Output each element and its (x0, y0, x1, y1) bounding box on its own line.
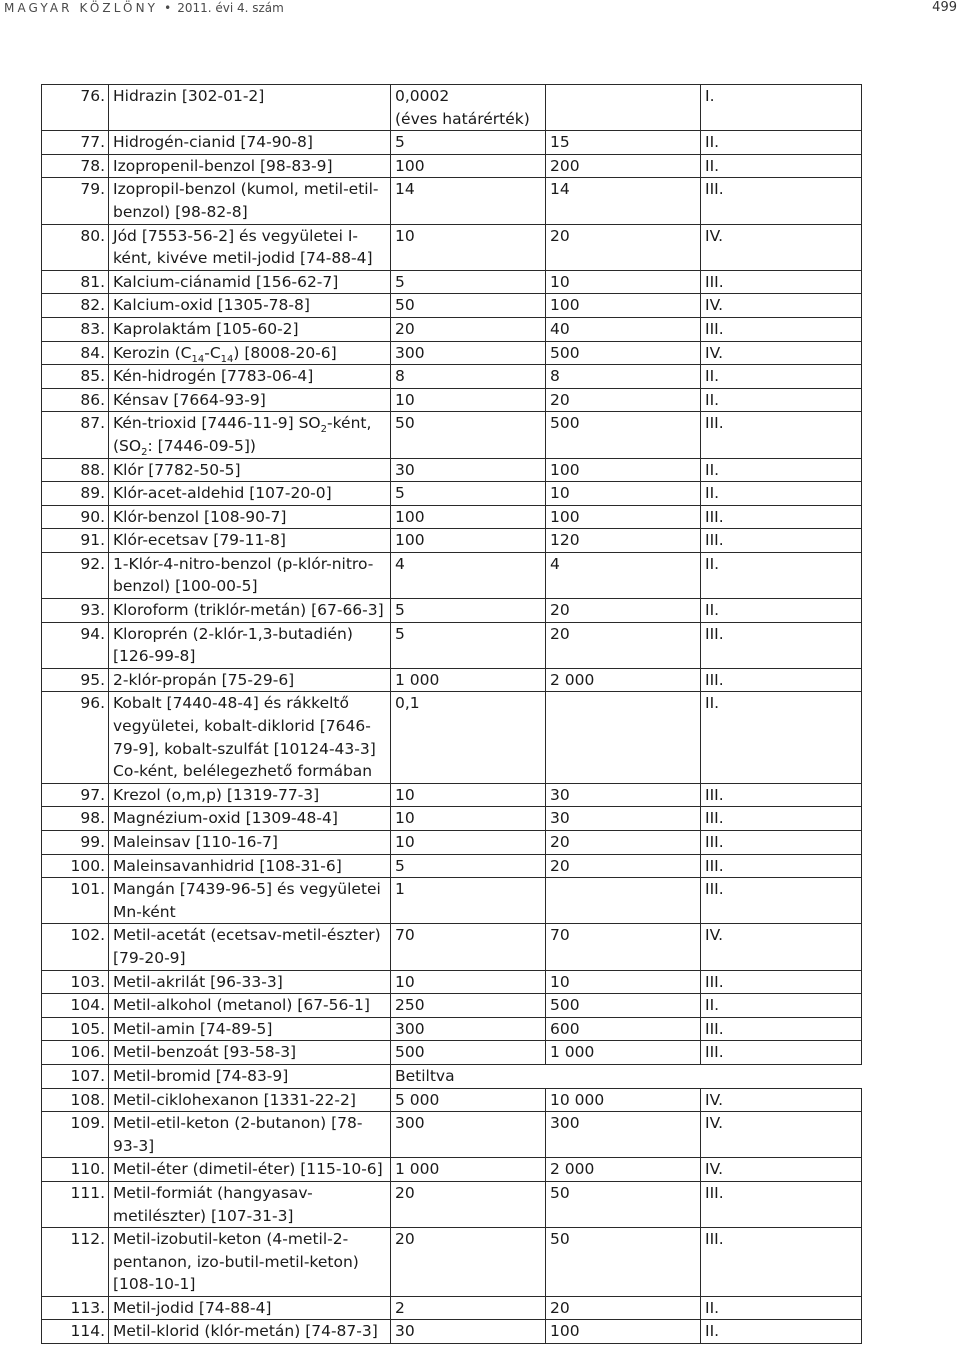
table-row (42, 878, 862, 924)
limit-value-2: 20 (546, 388, 701, 412)
limit-value: 50 (395, 296, 415, 315)
limit-value: 10 (395, 972, 415, 991)
row-number: 81. (42, 270, 109, 294)
limit-value-1 (391, 599, 546, 623)
limit-value: 300 (395, 343, 425, 362)
substance-name: Izopropil-benzol (kumol, metil-etil-benzol) [98-82-8] (109, 178, 391, 224)
table-row (42, 388, 862, 412)
limit-value: 20 (395, 319, 415, 338)
formula-subscript: 14 (191, 353, 205, 365)
table-row (42, 529, 862, 553)
table-row (42, 668, 862, 692)
row-number: 106. (42, 1041, 109, 1065)
category: II. (701, 365, 862, 389)
substance-name: Klór-acet-aldehid [107-20-0] (109, 482, 391, 506)
limit-value-1 (391, 1181, 546, 1227)
table-row (42, 412, 862, 458)
substance-name: Kloroprén (2-klór-1,3-butadién) [126-99-8] (109, 622, 391, 668)
row-number: 95. (42, 668, 109, 692)
substance-name (109, 412, 391, 458)
limit-value: 5 000 (395, 1090, 440, 1109)
table-body (42, 85, 862, 1344)
limit-value-2: 40 (546, 317, 701, 341)
limit-value-2: 50 (546, 1228, 701, 1297)
limit-value: 5 (395, 272, 405, 291)
substance-name: Metil-akrilát [96-33-3] (109, 970, 391, 994)
limit-value-2: 120 (546, 529, 701, 553)
table-row (42, 365, 862, 389)
substance-name: Magnézium-oxid [1309-48-4] (109, 807, 391, 831)
substance-name: Metil-ciklohexanon [1331-22-2] (109, 1088, 391, 1112)
category: III. (701, 1228, 862, 1297)
category: IV. (701, 1088, 862, 1112)
substance-name: Metil-amin [74-89-5] (109, 1017, 391, 1041)
limit-value: 50 (395, 414, 415, 433)
row-number: 96. (42, 692, 109, 783)
row-number: 111. (42, 1181, 109, 1227)
table-row (42, 552, 862, 598)
substance-name: Maleinsavanhidrid [108-31-6] (109, 854, 391, 878)
category: III. (701, 412, 862, 458)
limit-value-1 (391, 505, 546, 529)
row-number: 100. (42, 854, 109, 878)
row-number: 89. (42, 482, 109, 506)
limit-value: 1 000 (395, 1160, 440, 1179)
limit-value: 5 (395, 484, 405, 503)
row-number: 104. (42, 994, 109, 1018)
row-number: 112. (42, 1228, 109, 1297)
table-row (42, 622, 862, 668)
limit-value-1 (391, 365, 546, 389)
limit-value-1 (391, 317, 546, 341)
limit-value: 5 (395, 856, 405, 875)
category: I. (701, 85, 862, 131)
substance-name: Maleinsav [110-16-7] (109, 831, 391, 855)
category: III. (701, 317, 862, 341)
limit-value-1 (391, 178, 546, 224)
category: IV. (701, 294, 862, 318)
limit-value: 500 (395, 1043, 425, 1062)
limit-value-1 (391, 1041, 546, 1065)
limit-value: 8 (395, 367, 405, 386)
table-row (42, 1228, 862, 1297)
limit-value-2: 15 (546, 131, 701, 155)
row-number: 105. (42, 1017, 109, 1041)
limit-value-1 (391, 341, 546, 365)
table-row (42, 131, 862, 155)
row-number: 77. (42, 131, 109, 155)
substance-name: Metil-éter (dimetil-éter) [115-10-6] (109, 1158, 391, 1182)
row-number: 107. (42, 1064, 109, 1088)
substance-name: Metil-alkohol (metanol) [67-56-1] (109, 994, 391, 1018)
limit-value-1 (391, 1017, 546, 1041)
category: III. (701, 505, 862, 529)
row-number: 98. (42, 807, 109, 831)
limit-value-1 (391, 783, 546, 807)
table-row (42, 783, 862, 807)
limit-value-1 (391, 529, 546, 553)
limit-value: 300 (395, 1019, 425, 1038)
limit-value-2 (546, 692, 701, 783)
category: III. (701, 831, 862, 855)
substance-name: Metil-izobutil-keton (4-metil-2-pentanon, izo-butil-metil-keton) [108-10-1] (109, 1228, 391, 1297)
limit-value: 20 (395, 1230, 415, 1249)
table-row (42, 1017, 862, 1041)
limit-value-2: 20 (546, 1296, 701, 1320)
limit-value-2: 500 (546, 412, 701, 458)
limit-value: 14 (395, 180, 415, 199)
category: III. (701, 1041, 862, 1065)
row-number: 83. (42, 317, 109, 341)
category: III. (701, 529, 862, 553)
limit-value-1 (391, 1112, 546, 1158)
limit-value-2: 300 (546, 1112, 701, 1158)
limit-value: 1 000 (395, 670, 440, 689)
substance-name: 1-Klór-4-nitro-benzol (p-klór-nitro-benzol) [100-00-5] (109, 552, 391, 598)
category: III. (701, 1181, 862, 1227)
category: IV. (701, 1112, 862, 1158)
formula-subscript: 2 (141, 447, 148, 458)
limit-value: 30 (395, 1322, 415, 1341)
category: II. (701, 692, 862, 783)
substance-name: Kobalt [7440-48-4] és rákkeltő vegyületei, kobalt-diklorid [7646-79-9], kobalt-szulfát [10124-43-3] Co-ként, belélegezhető formában (109, 692, 391, 783)
category: IV. (701, 1158, 862, 1182)
table-row (42, 1181, 862, 1227)
limit-value-2: 8 (546, 365, 701, 389)
limit-value-1 (391, 854, 546, 878)
row-number: 82. (42, 294, 109, 318)
limit-value-2: 20 (546, 831, 701, 855)
row-number: 92. (42, 552, 109, 598)
limit-value: 10 (395, 833, 415, 851)
formula-subscript: 2 (320, 424, 328, 436)
substance-name: Hidrazin [302-01-2] (109, 85, 391, 131)
table-row (42, 924, 862, 970)
limit-value: 100 (395, 507, 425, 526)
limit-value-2 (546, 878, 701, 924)
limit-value: 300 (395, 1114, 425, 1133)
category: II. (701, 458, 862, 482)
limit-value-2 (546, 85, 701, 131)
journal-title: MAGYAR KÖZLÖNY (4, 1, 159, 15)
category: III. (701, 178, 862, 224)
limit-value-1 (391, 1296, 546, 1320)
row-number: 78. (42, 154, 109, 178)
limit-value-2: 100 (546, 1320, 701, 1344)
table-row (42, 1158, 862, 1182)
row-number: 114. (42, 1320, 109, 1344)
category: II. (701, 1296, 862, 1320)
limit-value-1 (391, 622, 546, 668)
table-row (42, 505, 862, 529)
limit-value: 5 (395, 133, 405, 152)
limit-value-2: 10 000 (546, 1088, 701, 1112)
row-number: 76. (42, 85, 109, 131)
category: II. (701, 154, 862, 178)
substance-name: Hidrogén-cianid [74-90-8] (109, 131, 391, 155)
running-head (4, 1, 284, 15)
limit-value-1 (391, 1228, 546, 1297)
category: III. (701, 970, 862, 994)
limit-value-1 (391, 552, 546, 598)
category: II. (701, 131, 862, 155)
table-row (42, 317, 862, 341)
limit-value-2: 100 (546, 458, 701, 482)
substance-name: Metil-benzoát [93-58-3] (109, 1041, 391, 1065)
category: II. (701, 388, 862, 412)
table-row (42, 1064, 862, 1088)
row-number: 113. (42, 1296, 109, 1320)
limit-value: 1 (395, 880, 405, 899)
limit-value-1 (391, 878, 546, 924)
limit-value-2: 50 (546, 1181, 701, 1227)
limit-value-2: 2 000 (546, 1158, 701, 1182)
table-row (42, 294, 862, 318)
substance-name: Metil-etil-keton (2-butanon) [78-93-3] (109, 1112, 391, 1158)
substance-name: Kalcium-oxid [1305-78-8] (109, 294, 391, 318)
category: III. (701, 622, 862, 668)
limit-value-1 (391, 692, 546, 783)
limit-value-1 (391, 412, 546, 458)
table-row (42, 270, 862, 294)
limit-value-2: 20 (546, 224, 701, 270)
limit-value-1 (391, 1158, 546, 1182)
substance-name-part: -ként, (SO (113, 414, 372, 455)
row-number: 86. (42, 388, 109, 412)
substance-name: Metil-acetát (ecetsav-metil-észter) [79-20-9] (109, 924, 391, 970)
substance-name: Metil-jodid [74-88-4] (109, 1296, 391, 1320)
row-number: 85. (42, 365, 109, 389)
limit-value-2: 100 (546, 505, 701, 529)
limit-value-2: 100 (546, 294, 701, 318)
table-row (42, 341, 862, 365)
limit-value: 5 (395, 624, 405, 643)
limit-value: 10 (395, 390, 415, 409)
table-row (42, 178, 862, 224)
substance-name: Jód [7553-56-2] és vegyületei I-ként, kivéve metil-jodid [74-88-4] (109, 224, 391, 270)
limit-value-2: 4 (546, 552, 701, 598)
substance-name: Klór-ecetsav [79-11-8] (109, 529, 391, 553)
table-row (42, 692, 862, 783)
limit-value-2: 200 (546, 154, 701, 178)
substance-name: Kaprolaktám [105-60-2] (109, 317, 391, 341)
substance-name: Kénsav [7664-93-9] (109, 388, 391, 412)
row-number: 93. (42, 599, 109, 623)
table-row (42, 807, 862, 831)
substance-name-part: Kén-trioxid [7446-11-9] SO (113, 414, 321, 433)
limit-value: 70 (395, 926, 415, 945)
substance-name: Metil-formiát (hangyasav-metilészter) [107-31-3] (109, 1181, 391, 1227)
table-row (42, 831, 862, 855)
substance-name (109, 341, 391, 365)
limit-value-2: 500 (546, 994, 701, 1018)
limit-value: 0,1 (395, 694, 420, 713)
table-row (42, 1112, 862, 1158)
row-number: 109. (42, 1112, 109, 1158)
limit-value: 250 (395, 996, 425, 1015)
category: II. (701, 994, 862, 1018)
limit-value-1 (391, 1320, 546, 1344)
limit-value-1 (391, 458, 546, 482)
row-number: 94. (42, 622, 109, 668)
category: II. (701, 482, 862, 506)
limit-value-1 (391, 924, 546, 970)
issue-label: 2011. évi 4. szám (177, 1, 284, 15)
limit-value-1 (391, 970, 546, 994)
substance-name: Metil-bromid [74-83-9] (109, 1064, 391, 1088)
category: III. (701, 807, 862, 831)
limit-value-2: 2 000 (546, 668, 701, 692)
limit-value-2: 1 000 (546, 1041, 701, 1065)
category: IV. (701, 224, 862, 270)
table-row (42, 970, 862, 994)
limit-value-1 (391, 85, 546, 131)
limit-value-1 (391, 294, 546, 318)
table-row (42, 1296, 862, 1320)
page-number: 499 (932, 0, 957, 15)
row-number: 101. (42, 878, 109, 924)
limit-value-2: 10 (546, 970, 701, 994)
row-number: 87. (42, 412, 109, 458)
category: IV. (701, 924, 862, 970)
substance-name: Kloroform (triklór-metán) [67-66-3] (109, 599, 391, 623)
category: II. (701, 599, 862, 623)
row-number: 99. (42, 831, 109, 855)
row-number: 79. (42, 178, 109, 224)
limit-value-1 (391, 994, 546, 1018)
limit-note: (éves határérték) (395, 109, 530, 128)
limit-value-2: 30 (546, 807, 701, 831)
table-row (42, 599, 862, 623)
substance-name: Klór-benzol [108-90-7] (109, 505, 391, 529)
table-row (42, 224, 862, 270)
page-header (0, 0, 960, 24)
limit-value: 20 (395, 1183, 415, 1202)
row-number: 110. (42, 1158, 109, 1182)
limit-value-1 (391, 831, 546, 855)
row-number: 102. (42, 924, 109, 970)
row-number: 88. (42, 458, 109, 482)
category: II. (701, 552, 862, 598)
table-row (42, 1320, 862, 1344)
limit-value-1 (391, 1088, 546, 1112)
substance-name-part: Kerozin (C (113, 343, 192, 362)
banned-label: Betiltva (391, 1064, 862, 1088)
limit-value-1 (391, 224, 546, 270)
substance-name: Izopropenil-benzol [98-83-9] (109, 154, 391, 178)
limit-value: 5 (395, 601, 405, 620)
limit-value-1 (391, 482, 546, 506)
substance-name-part: -C (204, 343, 221, 362)
limit-value: 10 (395, 226, 415, 245)
substance-name: Krezol (o,m,p) [1319-77-3] (109, 783, 391, 807)
bullet-separator: • (164, 1, 172, 15)
limit-value-2: 20 (546, 854, 701, 878)
row-number: 108. (42, 1088, 109, 1112)
limit-value: 0,0002 (395, 87, 450, 105)
limit-value: 100 (395, 156, 425, 175)
row-number: 90. (42, 505, 109, 529)
limit-value-1 (391, 388, 546, 412)
row-number: 80. (42, 224, 109, 270)
category: III. (701, 783, 862, 807)
limit-value-2: 20 (546, 622, 701, 668)
substance-limits-table (41, 84, 862, 1344)
limit-value: 10 (395, 809, 415, 828)
category: III. (701, 270, 862, 294)
row-number: 84. (42, 341, 109, 365)
limit-value-1 (391, 807, 546, 831)
category: II. (701, 1320, 862, 1344)
category: III. (701, 668, 862, 692)
limit-value-2: 600 (546, 1017, 701, 1041)
substance-name: Mangán [7439-96-5] és vegyületei Mn-ként (109, 878, 391, 924)
substance-name: Klór [7782-50-5] (109, 458, 391, 482)
limit-value-1 (391, 270, 546, 294)
limit-value: 10 (395, 785, 415, 804)
limit-value-2: 10 (546, 482, 701, 506)
limit-value-2: 70 (546, 924, 701, 970)
substance-name: Metil-klorid (klór-metán) [74-87-3] (109, 1320, 391, 1344)
limit-value-2: 20 (546, 599, 701, 623)
table-row (42, 85, 862, 131)
limit-value-2: 14 (546, 178, 701, 224)
category: IV. (701, 341, 862, 365)
table-row (42, 994, 862, 1018)
limit-value-2: 30 (546, 783, 701, 807)
table-row (42, 482, 862, 506)
table-row (42, 458, 862, 482)
row-number: 91. (42, 529, 109, 553)
table-row (42, 1041, 862, 1065)
category: III. (701, 878, 862, 924)
substance-name-part: ) [8008-20-6] (233, 343, 337, 362)
substance-name-part: : [7446-09-5]) (147, 436, 256, 455)
formula-subscript: 14 (220, 353, 234, 365)
table-row (42, 854, 862, 878)
limit-value-1 (391, 131, 546, 155)
limit-value: 2 (395, 1298, 405, 1317)
row-number: 103. (42, 970, 109, 994)
limit-value-1 (391, 668, 546, 692)
limit-value: 30 (395, 460, 415, 479)
substance-name: 2-klór-propán [75-29-6] (109, 668, 391, 692)
limit-value-2: 500 (546, 341, 701, 365)
row-number: 97. (42, 783, 109, 807)
substance-name: Kén-hidrogén [7783-06-4] (109, 365, 391, 389)
substance-name: Kalcium-ciánamid [156-62-7] (109, 270, 391, 294)
category: III. (701, 854, 862, 878)
limit-value-1 (391, 154, 546, 178)
limit-value: 4 (395, 554, 405, 573)
limit-value: 100 (395, 531, 425, 550)
table-row (42, 1088, 862, 1112)
table-row (42, 154, 862, 178)
limit-value-2: 10 (546, 270, 701, 294)
category: III. (701, 1017, 862, 1041)
